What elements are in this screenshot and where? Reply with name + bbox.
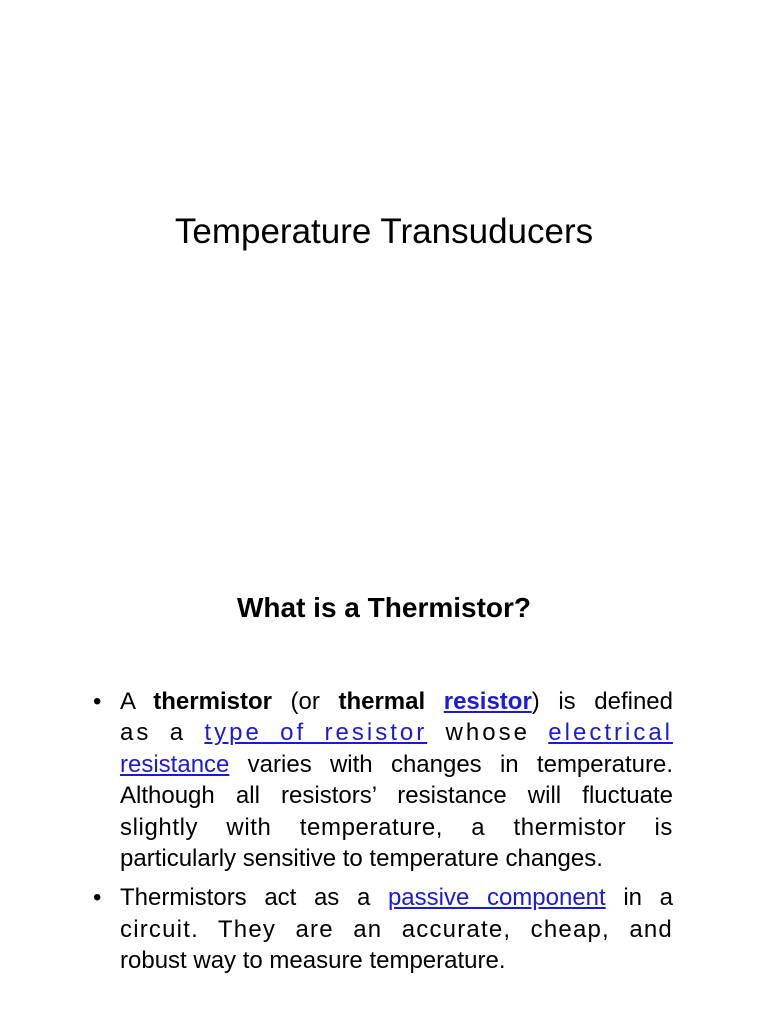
link-passive-component[interactable]: passive component [387, 884, 606, 911]
bullet1-line2: as a type of resistor whose electrical [120, 719, 673, 746]
slide-heading: What is a Thermistor? [236, 592, 532, 623]
term-thermal: thermal [338, 688, 426, 715]
bullet-list [0, 512, 768, 1024]
slide-thermistor [0, 512, 768, 1024]
link-type-of-resistor[interactable]: type of resistor [204, 719, 428, 746]
bullet2-line3: robust way to measure temperature. [120, 947, 506, 974]
bullet1-line1: A thermistor (or thermal resistor) is defined [120, 688, 673, 715]
bullet1-line6: particularly sensitive to temperature changes. [120, 845, 603, 872]
bullet-icon: • [93, 688, 102, 715]
bullet1-line5: slightly with temperature, a thermistor is [120, 814, 673, 841]
bullet1-line4: Although all resistors’ resistance will fluctuate [120, 782, 673, 809]
link-electrical[interactable]: electrical [548, 719, 673, 746]
bullet-icon: • [93, 884, 102, 911]
term-thermistor: thermistor [153, 688, 272, 715]
link-resistor[interactable]: resistor [443, 688, 532, 715]
bullet2-line1: Thermistors act as a passive component in a [120, 884, 673, 911]
bullet1-line3: resistance varies with changes in temperature. [120, 751, 673, 778]
presentation-title: Temperature Transuducers [174, 212, 594, 251]
bullet2-line2: circuit. They are an accurate, cheap, and [120, 916, 673, 943]
link-resistance[interactable]: resistance [120, 751, 230, 778]
